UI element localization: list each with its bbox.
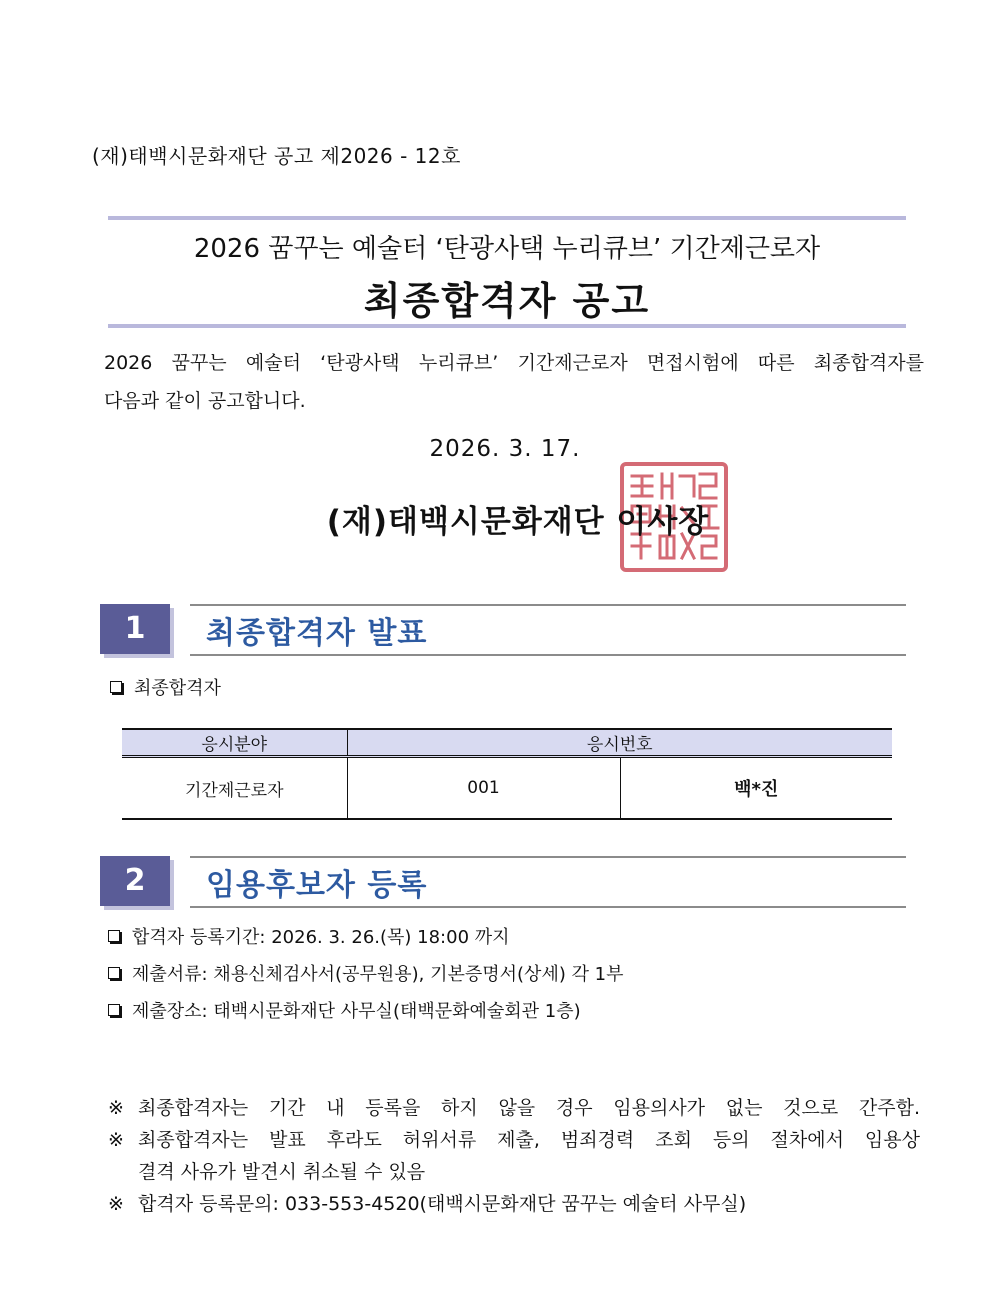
notice-number: (재)태백시문화재단 공고 제2026 - 12호 bbox=[92, 144, 461, 168]
table-row bbox=[122, 757, 892, 820]
submission-place: 제출장소: 태백시문화재단 사무실(태백문화예술회관 1층) bbox=[132, 1001, 581, 1022]
note-mark: ※ bbox=[108, 1097, 124, 1119]
column-header-number: 응시번호 bbox=[347, 729, 892, 757]
checkbox-bullet-icon bbox=[108, 967, 120, 979]
notes bbox=[108, 1092, 920, 1220]
section-1-number: 1 bbox=[100, 604, 170, 654]
checkbox-bullet-icon bbox=[110, 681, 122, 693]
note-item bbox=[108, 1092, 920, 1124]
checkbox-bullet-icon bbox=[108, 1004, 120, 1016]
note-text: 결격 사유가 발견시 취소될 수 있음 bbox=[138, 1161, 426, 1183]
note-text: 최종합격자는 발표 후라도 허위서류 제출, 범죄경력 조회 등의 절차에서 임용상 bbox=[138, 1129, 920, 1151]
note-mark: ※ bbox=[108, 1193, 124, 1215]
list-item bbox=[108, 960, 624, 986]
cell-field: 기간제근로자 bbox=[122, 757, 347, 820]
note-item bbox=[108, 1188, 920, 1220]
list-item bbox=[108, 997, 581, 1023]
signer: (재)태백시문화재단 이사장 bbox=[326, 504, 710, 540]
section-2-number: 2 bbox=[100, 856, 170, 906]
section-2-title: 임용후보자 등록 bbox=[206, 868, 428, 903]
intro-line-2: 다음과 같이 공고합니다. bbox=[104, 390, 306, 412]
registration-period: 합격자 등록기간: 2026. 3. 26.(목) 18:00 까지 bbox=[132, 927, 510, 948]
note-item bbox=[108, 1124, 920, 1156]
bullet-text: 최종합격자 bbox=[134, 678, 221, 699]
result-table bbox=[122, 728, 892, 820]
note-text: 최종합격자는 기간 내 등록을 하지 않을 경우 임용의사가 없는 것으로 간주함. bbox=[138, 1097, 920, 1119]
note-item-continued bbox=[108, 1156, 920, 1188]
column-header-field: 응시분야 bbox=[122, 729, 347, 757]
title-band bbox=[108, 216, 906, 328]
section-1-title: 최종합격자 발표 bbox=[206, 616, 428, 651]
required-documents: 제출서류: 채용신체검사서(공무원용), 기본증명서(상세) 각 1부 bbox=[132, 964, 624, 985]
checkbox-bullet-icon bbox=[108, 930, 120, 942]
page-title: 최종합격자 공고 bbox=[363, 279, 651, 323]
title-subtitle: 2026 꿈꾸는 예술터 ‘탄광사택 누리큐브’ 기간제근로자 bbox=[193, 234, 821, 264]
list-item bbox=[108, 923, 510, 949]
note-mark: ※ bbox=[108, 1129, 124, 1151]
section-1-bullet bbox=[110, 674, 221, 700]
note-text: 합격자 등록문의: 033-553-4520(태백시문화재단 꿈꾸는 예술터 사무실) bbox=[138, 1193, 747, 1215]
intro-line-1: 2026 꿈꾸는 예술터 ‘탄광사택 누리큐브’ 기간제근로자 면접시험에 따른 최종합격자를 bbox=[104, 352, 924, 374]
intro-paragraph bbox=[104, 344, 924, 420]
table-header-row bbox=[122, 729, 892, 757]
cell-number: 001 bbox=[347, 757, 620, 820]
notice-date: 2026. 3. 17. bbox=[429, 436, 581, 462]
cell-name: 백*진 bbox=[620, 757, 892, 820]
